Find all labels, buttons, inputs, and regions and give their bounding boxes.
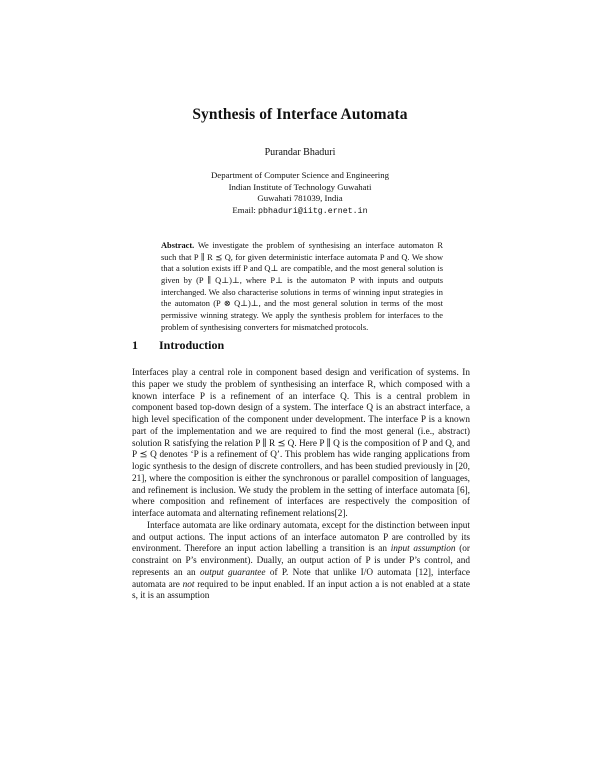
- emph-output-guarantee: output guarantee: [200, 567, 266, 578]
- email-label: Email:: [232, 205, 259, 216]
- paragraph-2-part-1: Interface automata are like ordinary automata, except for the distinction between input and output actions. The input actions of an interface automaton P are controlled by its environment. Therefore an input action labelling a transition is an: [132, 520, 470, 555]
- affiliation-email-line: [0, 205, 600, 218]
- abstract-label: Abstract.: [161, 241, 195, 250]
- section-number: 1: [132, 338, 138, 352]
- section-heading: [132, 338, 224, 353]
- abstract: [161, 240, 443, 333]
- emph-not: not: [182, 579, 195, 590]
- abstract-text: We investigate the problem of synthesising an interface automaton R such that P ∥ R ⪯ Q, for given deterministic interface automata P and Q. We show that a solution exists iff P and Q⊥ are compatible, and the most general solution is given by (P ∥ Q⊥)⊥, where P⊥ is the automaton P with inputs and outputs interchanged. We also characterise solutions in terms of winning input strategies in the automaton (P ⊗ Q⊥)⊥, and the most general solution in terms of the most permissive winning strategy. We apply the synthesis problem for interfaces to the problem of synthesising converters for mismatched protocols.: [161, 241, 443, 332]
- section-title: Introduction: [159, 338, 225, 352]
- paper-title: Synthesis of Interface Automata: [192, 106, 408, 123]
- affiliation-institute: Indian Institute of Technology Guwahati: [228, 181, 372, 192]
- paragraph-2-part-3: of P. Note that unlike I/O automata [12], interface automata are: [132, 567, 470, 590]
- paragraph-2: [132, 521, 470, 603]
- body-text: [132, 368, 470, 603]
- affiliation-block: [0, 170, 600, 218]
- emph-input-assumption: input assumption: [390, 544, 456, 555]
- paragraph-2-part-2: (or constraint on P’s environment). Dually, an output action of P is under P’s control, and represents an an: [132, 544, 470, 578]
- affiliation-department: Department of Computer Science and Engineering: [210, 170, 390, 180]
- paragraph-2-part-4: required to be input enabled. If an input action a is not enabled at a state s, it is an assumption: [132, 579, 470, 602]
- author-name: Purandar Bhaduri: [264, 147, 336, 158]
- paragraph-1: Interfaces play a central role in component based design and verification of systems. In this paper we study the problem of synthesising an interface R, which composed with a known interface P is a refinement of an interface Q. This is a central problem in component based top-down design of a system. The interface Q is an abstract interface, a high level specification of the component under development. The interface P is a known part of the implementation and we are required to find the most general (i.e., abstract) solution R satisfying the relation P ∥ R ⪯ Q. Here P ∥ Q is the composition of P and Q, and P ⪯ Q denotes ‘P is a refinement of Q’. This problem has wide ranging applications from logic synthesis to the design of discrete controllers, and has been studied previously in [20, 21], where the composition is either the synchronous or parallel composition of languages, and refinement is inclusion. We study the problem in the setting of interface automata [6], where composition and refinement of interfaces are respectively the composition of interface automata and alternating refinement relations[2].: [132, 368, 470, 519]
- email-address[interactable]: pbhaduri@iitg.ernet.in: [258, 207, 368, 217]
- affiliation-city: Guwahati 781039, India: [257, 193, 343, 204]
